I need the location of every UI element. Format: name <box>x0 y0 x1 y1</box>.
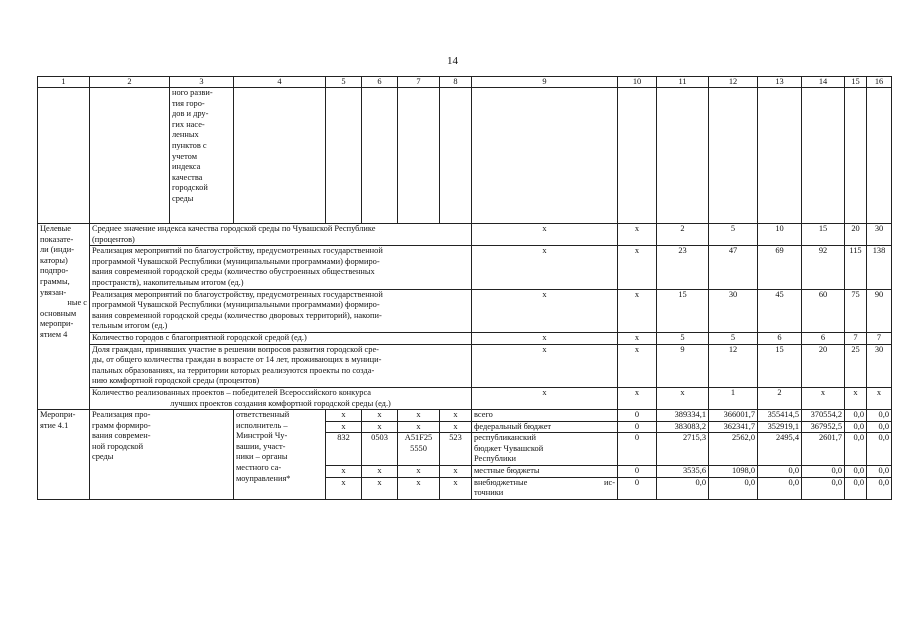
funding-value-c13: 2495,4 <box>758 433 802 466</box>
funding-value-c16: 0,0 <box>867 433 892 466</box>
indicator-value-c10: x <box>618 224 657 246</box>
funding-value-c15: 0,0 <box>845 466 867 478</box>
funding-value-c12: 362341,7 <box>709 421 758 433</box>
funding-value-c11: 0,0 <box>657 477 709 499</box>
code-expense-type: 523 <box>440 433 472 466</box>
indicator-value-c16: 90 <box>867 289 892 332</box>
funding-source: республиканский бюджет Чувашской Республики <box>472 433 618 466</box>
indicator-value-c10: x <box>618 387 657 409</box>
targets-label-cell: Целевые показате- ли (инди- каторы) подпро- граммы, увязан- ные с основным меропри- ятием 4 <box>38 224 90 410</box>
funding-value-c16: 0,0 <box>867 477 892 499</box>
code-expense-type: x <box>440 421 472 433</box>
indicator-value-c14: 60 <box>802 289 845 332</box>
funding-value-c12: 0,0 <box>709 477 758 499</box>
code-grbs: x <box>326 477 362 499</box>
code-expense-type: x <box>440 466 472 478</box>
col-number-5: 5 <box>326 77 362 88</box>
indicator-value-c9: x <box>472 332 618 344</box>
funding-source: всего <box>472 410 618 422</box>
indicator-row <box>38 289 892 332</box>
code-expense-type: x <box>440 477 472 499</box>
indicator-value-c12: 5 <box>709 224 758 246</box>
code-expense-type: x <box>440 410 472 422</box>
funding-value-c15: 0,0 <box>845 410 867 422</box>
col-number-14: 14 <box>802 77 845 88</box>
indicator-value-c13: 69 <box>758 246 802 289</box>
indicator-text: Реализация мероприятий по благоустройству, предусмотренных государственной программой Чувашской Республики (муниципальными программами) формиро- вания современной городской среды (количество дворовых территорий), накопи- тельным итогом (ед.) <box>90 289 472 332</box>
indicator-value-c16: 30 <box>867 224 892 246</box>
indicator-value-c14: 20 <box>802 344 845 387</box>
funding-value-c10: 0 <box>618 421 657 433</box>
indicator-row <box>38 224 892 246</box>
col-number-9: 9 <box>472 77 618 88</box>
indicator-value-c11: x <box>657 387 709 409</box>
indicator-row <box>38 332 892 344</box>
funding-value-c11: 3535,6 <box>657 466 709 478</box>
indicator-value-c15: x <box>845 387 867 409</box>
indicator-value-c12: 5 <box>709 332 758 344</box>
funding-value-c14: 370554,2 <box>802 410 845 422</box>
col-number-2: 2 <box>90 77 170 88</box>
indicator-value-c9: x <box>472 344 618 387</box>
code-target: x <box>398 466 440 478</box>
continuation-row <box>38 88 892 224</box>
indicator-value-c13: 2 <box>758 387 802 409</box>
measure-name-cell: Реализация про- грамм формиро- вания современ- ной городской среды <box>90 410 234 500</box>
indicator-value-c11: 15 <box>657 289 709 332</box>
col-number-1: 1 <box>38 77 90 88</box>
indicator-value-c16: 7 <box>867 332 892 344</box>
indicator-value-c14: x <box>802 387 845 409</box>
funding-value-c14: 2601,7 <box>802 433 845 466</box>
col-number-10: 10 <box>618 77 657 88</box>
code-section: 0503 <box>362 433 398 466</box>
indicator-text: Реализация мероприятий по благоустройству, предусмотренных государственной программой Чувашской Республики (муниципальными программами) формиро- вания современной городской среды (количество обустроенных общественных пространств), накопительным итогом (ед.) <box>90 246 472 289</box>
code-target: A51F25 5550 <box>398 433 440 466</box>
indicator-value-c13: 10 <box>758 224 802 246</box>
code-grbs: x <box>326 421 362 433</box>
col-number-12: 12 <box>709 77 758 88</box>
indicator-row <box>38 246 892 289</box>
col-number-7: 7 <box>398 77 440 88</box>
program-table <box>37 76 892 500</box>
indicator-value-c10: x <box>618 289 657 332</box>
indicator-row <box>38 344 892 387</box>
indicator-value-c12: 47 <box>709 246 758 289</box>
funding-value-c13: 352919,1 <box>758 421 802 433</box>
funding-value-c16: 0,0 <box>867 466 892 478</box>
measure-label-cell: Меропри- ятие 4.1 <box>38 410 90 500</box>
funding-source: местные бюджеты <box>472 466 618 478</box>
funding-value-c15: 0,0 <box>845 477 867 499</box>
executor-cell: ответственный исполнитель – Минстрой Чу- вашии, участ- ники – органы местного са- моуправления* <box>234 410 326 500</box>
indicator-value-c15: 75 <box>845 289 867 332</box>
col-number-16: 16 <box>867 77 892 88</box>
indicator-value-c14: 6 <box>802 332 845 344</box>
code-grbs: x <box>326 466 362 478</box>
funding-value-c14: 0,0 <box>802 477 845 499</box>
col-number-13: 13 <box>758 77 802 88</box>
indicator-value-c12: 30 <box>709 289 758 332</box>
code-grbs: x <box>326 410 362 422</box>
indicator-value-c10: x <box>618 344 657 387</box>
indicator-text: Количество реализованных проектов – победителей Всероссийского конкурса лучших проектов создания комфортной городской среды (ед.) <box>90 387 472 409</box>
indicator-value-c11: 5 <box>657 332 709 344</box>
funding-value-c10: 0 <box>618 477 657 499</box>
funding-value-c12: 366001,7 <box>709 410 758 422</box>
col-number-6: 6 <box>362 77 398 88</box>
funding-value-c10: 0 <box>618 410 657 422</box>
indicator-value-c9: x <box>472 246 618 289</box>
indicator-value-c14: 15 <box>802 224 845 246</box>
funding-value-c11: 389334,1 <box>657 410 709 422</box>
funding-value-c16: 0,0 <box>867 410 892 422</box>
funding-value-c13: 0,0 <box>758 477 802 499</box>
indicator-row <box>38 387 892 409</box>
indicator-value-c13: 15 <box>758 344 802 387</box>
col-number-11: 11 <box>657 77 709 88</box>
indicator-value-c11: 2 <box>657 224 709 246</box>
code-target: x <box>398 410 440 422</box>
indicator-value-c13: 6 <box>758 332 802 344</box>
indicator-value-c9: x <box>472 224 618 246</box>
funding-value-c12: 1098,0 <box>709 466 758 478</box>
indicator-text: Доля граждан, принявших участие в решении вопросов развития городской сре- ды, от общего количества граждан в возрасте от 14 лет, проживающих в муници- пальных образованиях, на территории которых реализуются проекты по созда- нию комфортной городской среды (процентов) <box>90 344 472 387</box>
indicator-value-c16: 138 <box>867 246 892 289</box>
code-target: x <box>398 421 440 433</box>
col-number-15: 15 <box>845 77 867 88</box>
funding-value-c15: 0,0 <box>845 421 867 433</box>
indicator-value-c16: x <box>867 387 892 409</box>
indicator-value-c11: 23 <box>657 246 709 289</box>
funding-value-c16: 0,0 <box>867 421 892 433</box>
indicator-value-c15: 7 <box>845 332 867 344</box>
indicator-value-c14: 92 <box>802 246 845 289</box>
indicator-value-c12: 12 <box>709 344 758 387</box>
indicator-value-c13: 45 <box>758 289 802 332</box>
continued-name-cell: ного разви- тия горо- дов и дру- гих насе- ленных пунктов с учетом индекса качества городской среды <box>170 88 234 224</box>
funding-value-c13: 0,0 <box>758 466 802 478</box>
indicator-value-c16: 30 <box>867 344 892 387</box>
funding-value-c10: 0 <box>618 466 657 478</box>
funding-value-c11: 2715,3 <box>657 433 709 466</box>
indicator-value-c10: x <box>618 332 657 344</box>
col-number-4: 4 <box>234 77 326 88</box>
page-number: 14 <box>447 55 458 67</box>
code-section: x <box>362 477 398 499</box>
code-section: x <box>362 466 398 478</box>
indicator-text: Среднее значение индекса качества городской среды по Чувашской Республике (процентов) <box>90 224 472 246</box>
indicator-value-c15: 20 <box>845 224 867 246</box>
code-target: x <box>398 477 440 499</box>
indicator-text: Количество городов с благоприятной городской средой (ед.) <box>90 332 472 344</box>
code-section: x <box>362 410 398 422</box>
funding-value-c15: 0,0 <box>845 433 867 466</box>
column-number-row <box>38 77 892 88</box>
funding-value-c12: 2562,0 <box>709 433 758 466</box>
indicator-value-c9: x <box>472 387 618 409</box>
indicator-value-c15: 25 <box>845 344 867 387</box>
funding-source: внебюджетные ис- точники <box>472 477 618 499</box>
indicator-value-c10: x <box>618 246 657 289</box>
funding-value-c11: 383083,2 <box>657 421 709 433</box>
indicator-value-c15: 115 <box>845 246 867 289</box>
indicator-value-c11: 9 <box>657 344 709 387</box>
code-grbs: 832 <box>326 433 362 466</box>
indicator-value-c12: 1 <box>709 387 758 409</box>
funding-value-c14: 0,0 <box>802 466 845 478</box>
code-section: x <box>362 421 398 433</box>
indicator-value-c9: x <box>472 289 618 332</box>
funding-source: федеральный бюджет <box>472 421 618 433</box>
funding-row <box>38 410 892 422</box>
funding-value-c13: 355414,5 <box>758 410 802 422</box>
col-number-8: 8 <box>440 77 472 88</box>
funding-value-c10: 0 <box>618 433 657 466</box>
funding-value-c14: 367952,5 <box>802 421 845 433</box>
col-number-3: 3 <box>170 77 234 88</box>
